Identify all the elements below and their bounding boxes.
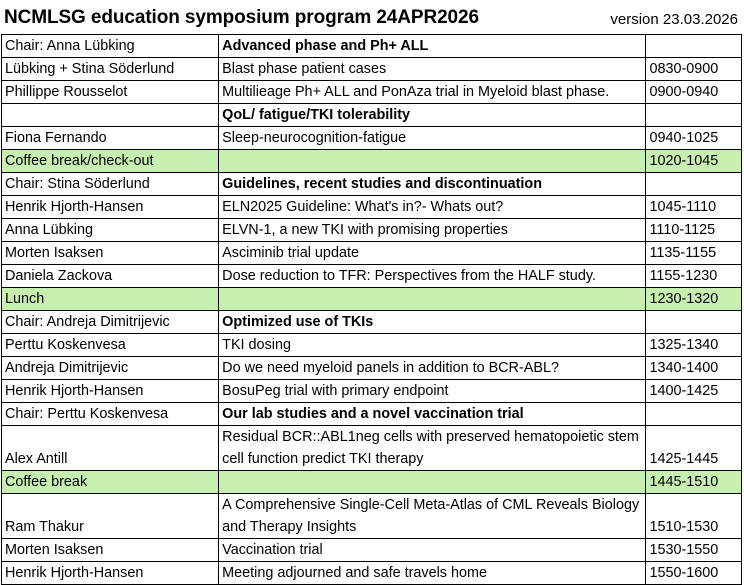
speaker-cell: Henrik Hjorth-Hansen: [2, 196, 219, 219]
speaker-cell: Chair: Anna Lübking: [2, 35, 219, 58]
speaker-cell: [2, 104, 219, 127]
program-row: [2, 380, 742, 403]
topic-cell: Residual BCR::ABL1neg cells with preserved hematopoietic stem cell function predict TKI therapy: [219, 426, 646, 471]
time-cell: 1135-1155: [646, 242, 742, 265]
speaker-cell: Coffee break: [2, 471, 219, 494]
program-row: [2, 196, 742, 219]
speaker-cell: Chair: Perttu Koskenvesa: [2, 403, 219, 426]
topic-cell: [219, 471, 646, 494]
topic-cell: Multilieage Ph+ ALL and PonAza trial in Myeloid blast phase.: [219, 81, 646, 104]
topic-cell: [219, 288, 646, 311]
speaker-cell: Andreja Dimitrijevic: [2, 357, 219, 380]
program-row: [2, 357, 742, 380]
topic-cell: Our lab studies and a novel vaccination trial: [219, 403, 646, 426]
speaker-cell: Alex Antill: [2, 426, 219, 471]
program-row: [2, 242, 742, 265]
time-cell: 1510-1530: [646, 494, 742, 539]
topic-cell: Optimized use of TKIs: [219, 311, 646, 334]
time-cell: 1155-1230: [646, 265, 742, 288]
time-cell: 1400-1425: [646, 380, 742, 403]
session-header-row: [2, 104, 742, 127]
speaker-cell: Phillippe Rousselot: [2, 81, 219, 104]
speaker-cell: Daniela Zackova: [2, 265, 219, 288]
program-table-body: [2, 35, 742, 585]
speaker-cell: Lunch: [2, 288, 219, 311]
speaker-cell: Lübking + Stina Söderlund: [2, 58, 219, 81]
time-cell: 1425-1445: [646, 426, 742, 471]
time-cell: 1550-1600: [646, 562, 742, 585]
topic-cell: Advanced phase and Ph+ ALL: [219, 35, 646, 58]
time-cell: [646, 35, 742, 58]
program-row: [2, 58, 742, 81]
topic-cell: Dose reduction to TFR: Perspectives from the HALF study.: [219, 265, 646, 288]
time-cell: 1530-1550: [646, 539, 742, 562]
program-row: [2, 334, 742, 357]
program-row: [2, 81, 742, 104]
time-cell: 1230-1320: [646, 288, 742, 311]
break-row: [2, 471, 742, 494]
program-row: [2, 562, 742, 585]
topic-cell: BosuPeg trial with primary endpoint: [219, 380, 646, 403]
program-row: [2, 265, 742, 288]
program-row: [2, 539, 742, 562]
time-cell: [646, 311, 742, 334]
time-cell: 0940-1025: [646, 127, 742, 150]
speaker-cell: Morten Isaksen: [2, 242, 219, 265]
time-cell: 1340-1400: [646, 357, 742, 380]
program-table: [1, 35, 742, 585]
topic-cell: [219, 150, 646, 173]
time-cell: 1020-1045: [646, 150, 742, 173]
break-row: [2, 150, 742, 173]
topic-cell: Sleep-neurocognition-fatigue: [219, 127, 646, 150]
break-row: [2, 288, 742, 311]
topic-cell: A Comprehensive Single-Cell Meta-Atlas of CML Reveals Biology and Therapy Insights: [219, 494, 646, 539]
program-row: [2, 219, 742, 242]
time-cell: [646, 173, 742, 196]
time-cell: 1045-1110: [646, 196, 742, 219]
topic-cell: TKI dosing: [219, 334, 646, 357]
topic-cell: Guidelines, recent studies and discontinuation: [219, 173, 646, 196]
program-sheet: [1, 0, 742, 585]
program-row: [2, 127, 742, 150]
time-cell: 1325-1340: [646, 334, 742, 357]
topic-cell: Asciminib trial update: [219, 242, 646, 265]
speaker-cell: Fiona Fernando: [2, 127, 219, 150]
speaker-cell: Perttu Koskenvesa: [2, 334, 219, 357]
time-cell: 1445-1510: [646, 471, 742, 494]
time-cell: 0900-0940: [646, 81, 742, 104]
speaker-cell: Chair: Stina Söderlund: [2, 173, 219, 196]
session-header-row: [2, 311, 742, 334]
time-cell: [646, 104, 742, 127]
time-cell: [646, 403, 742, 426]
topic-cell: Vaccination trial: [219, 539, 646, 562]
session-header-row: [2, 173, 742, 196]
speaker-cell: Morten Isaksen: [2, 539, 219, 562]
speaker-cell: Coffee break/check-out: [2, 150, 219, 173]
speaker-cell: Henrik Hjorth-Hansen: [2, 380, 219, 403]
session-header-row: [2, 35, 742, 58]
topic-cell: ELVN-1, a new TKI with promising properties: [219, 219, 646, 242]
topic-cell: Meeting adjourned and safe travels home: [219, 562, 646, 585]
topic-cell: QoL/ fatigue/TKI tolerability: [219, 104, 646, 127]
version-label: version 23.03.2026: [610, 11, 738, 28]
time-cell: 1110-1125: [646, 219, 742, 242]
program-row: [2, 494, 742, 539]
speaker-cell: Henrik Hjorth-Hansen: [2, 562, 219, 585]
speaker-cell: Ram Thakur: [2, 494, 219, 539]
speaker-cell: Chair: Andreja Dimitrijevic: [2, 311, 219, 334]
program-row: [2, 426, 742, 471]
topic-cell: Do we need myeloid panels in addition to BCR-ABL?: [219, 357, 646, 380]
speaker-cell: Anna Lübking: [2, 219, 219, 242]
session-header-row: [2, 403, 742, 426]
program-title: NCMLSG education symposium program 24APR2026: [4, 7, 479, 28]
title-row: [1, 0, 742, 35]
topic-cell: ELN2025 Guideline: What's in?- Whats out?: [219, 196, 646, 219]
time-cell: 0830-0900: [646, 58, 742, 81]
topic-cell: Blast phase patient cases: [219, 58, 646, 81]
